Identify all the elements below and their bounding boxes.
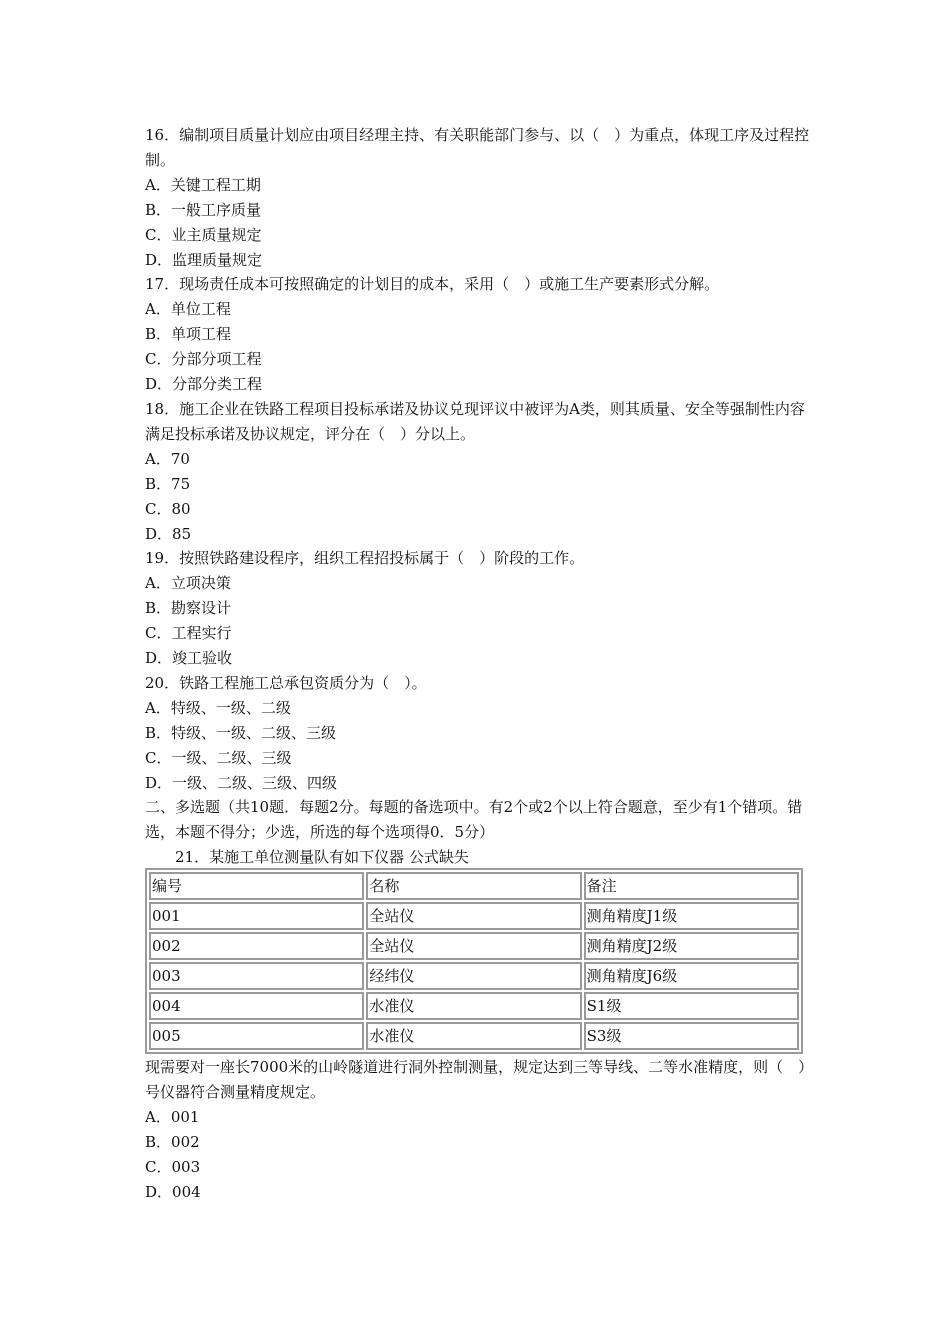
option-c: C．一级、二级、三级: [145, 748, 292, 767]
table-caption: 21．某施工单位测量队有如下仪器 公式缺失: [175, 848, 469, 867]
table-cell: 002: [149, 932, 364, 960]
instrument-table: [145, 868, 803, 1054]
table-cell: 测角精度J6级: [584, 962, 799, 990]
table-cell: 003: [149, 962, 364, 990]
table-cell: 全站仪: [366, 902, 581, 930]
question-stem: 现需要对一座长7000米的山岭隧道进行洞外控制测量，规定达到三等导线、二等水准精度，则（ ）号仪器符合测量精度规定。: [145, 1058, 806, 1102]
table-cell: 001: [149, 902, 364, 930]
table-cell: 经纬仪: [366, 962, 581, 990]
table-cell: 水准仪: [366, 1022, 581, 1050]
option-a: A．关键工程工期: [145, 175, 261, 194]
header-cell: 备注: [584, 872, 799, 900]
table-cell: 水准仪: [366, 992, 581, 1020]
table-cell: 004: [149, 992, 364, 1020]
table-row: [149, 902, 799, 930]
table-cell: S1级: [584, 992, 799, 1020]
option-a: A．单位工程: [145, 300, 231, 319]
option-d: D．一级、二级、三级、四级: [145, 773, 338, 792]
option-b: B．75: [145, 474, 191, 493]
option-c: C．分部分项工程: [145, 350, 262, 369]
option-d: D．监理质量规定: [145, 250, 263, 269]
exam-page: [145, 123, 810, 1205]
section-heading: 二、多选题（共10题．每题2分。每题的备选项中。有2个或2个以上符合题意，至少有1个错项。错选，本题不得分；少选，所选的每个选项得0．5分）: [145, 798, 803, 842]
question-21: [145, 846, 810, 1204]
table-cell: 测角精度J2级: [584, 932, 799, 960]
option-b: B．单项工程: [145, 325, 232, 344]
option-d: D．004: [145, 1182, 201, 1201]
table-cell: 005: [149, 1022, 364, 1050]
question-20: [145, 671, 810, 796]
table-cell: 测角精度J1级: [584, 902, 799, 930]
table-cell: 全站仪: [366, 932, 581, 960]
option-b: B．002: [145, 1133, 200, 1151]
table-cell: S3级: [584, 1022, 799, 1050]
table-row: [149, 962, 799, 990]
option-b: B．勘察设计: [145, 599, 232, 618]
option-a: A．70: [145, 449, 190, 468]
question-16: [145, 123, 810, 272]
question-17: [145, 272, 810, 397]
option-a: A．立项决策: [145, 574, 231, 593]
question-stem: 16．编制项目质量计划应由项目经理主持、有关职能部门参与、以（ ）为重点，体现工序及过程控制。: [145, 126, 810, 169]
option-c: C．80: [145, 499, 191, 518]
option-b: B．一般工序质量: [145, 200, 262, 219]
option-a: A．001: [145, 1108, 200, 1127]
option-d: D．竣工验收: [145, 649, 233, 668]
question-stem: 18．施工企业在铁路工程项目投标承诺及协议兑现评议中被评为A类，则其质量、安全等强制性内容满足投标承诺及协议规定，评分在（ ）分以上。: [145, 399, 805, 443]
table-header-row: [149, 872, 799, 900]
table-row: [149, 932, 799, 960]
question-19: [145, 546, 810, 671]
question-stem: 17．现场责任成本可按照确定的计划目的成本，采用（ ）或施工生产要素形式分解。: [145, 275, 720, 294]
table-row: [149, 992, 799, 1020]
option-a: A．特级、一级、二级: [145, 698, 291, 717]
option-c: C．业主质量规定: [145, 225, 262, 244]
option-b: B．特级、一级、二级、三级: [145, 723, 337, 742]
option-d: D．85: [145, 524, 192, 543]
header-cell: 编号: [149, 872, 364, 900]
question-stem: 20．铁路工程施工总承包资质分为（ ）。: [145, 673, 427, 692]
question-stem: 19．按照铁路建设程序，组织工程招投标属于（ ）阶段的工作。: [145, 549, 585, 568]
header-cell: 名称: [366, 872, 581, 900]
table-row: [149, 1022, 799, 1050]
question-18: [145, 397, 810, 546]
option-d: D．分部分类工程: [145, 375, 263, 394]
option-c: C．工程实行: [145, 624, 232, 643]
option-c: C．003: [145, 1157, 201, 1176]
